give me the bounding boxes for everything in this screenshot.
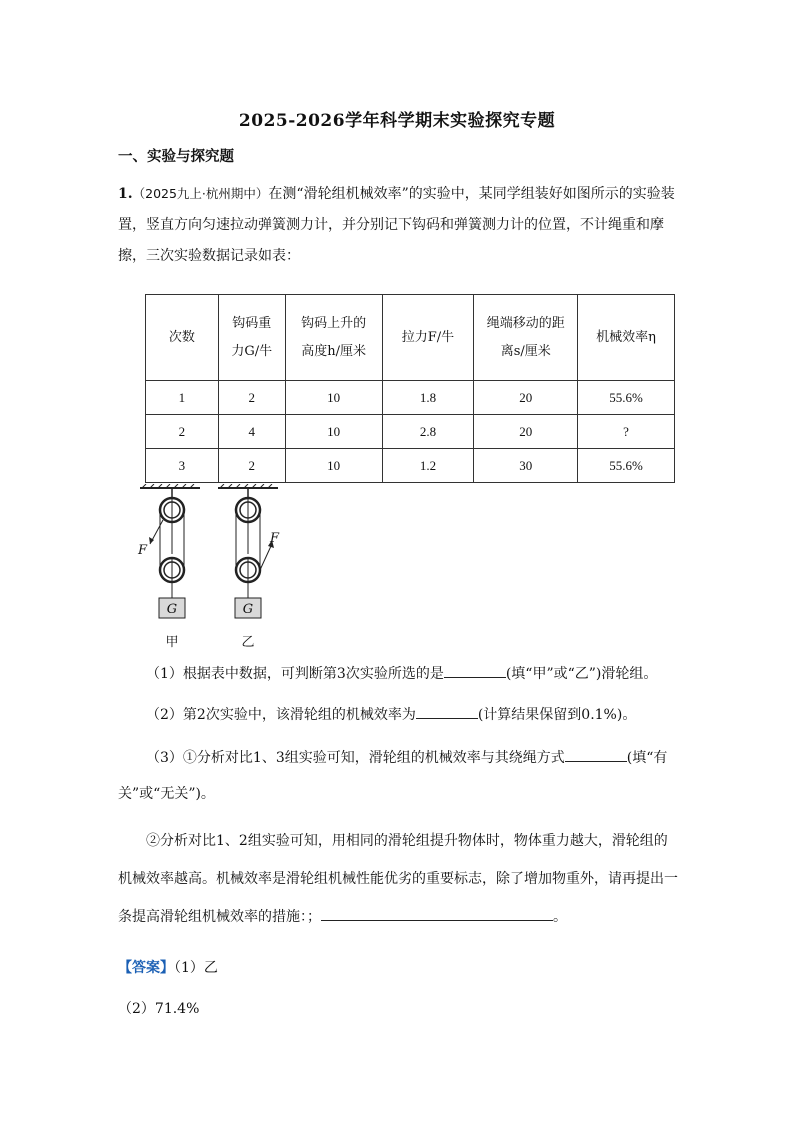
sub-question-2-text: （2）第2次实验中，该滑轮组的机械效率为 — [146, 707, 416, 723]
table-cell: 55.6% — [578, 381, 675, 415]
table-cell: ? — [578, 415, 675, 449]
answer-blank-2[interactable] — [416, 703, 478, 719]
table-cell: 30 — [474, 449, 578, 483]
table-cell: 10 — [285, 449, 382, 483]
table-header-cell: 绳端移动的距 离s/厘米 — [474, 295, 578, 381]
question-1-stem — [118, 178, 678, 272]
sub-question-1-text: （1）根据表中数据，可判断第3次实验所选的是 — [146, 666, 444, 682]
answer-2: （2）71.4% — [118, 1001, 200, 1017]
table-header-row — [146, 295, 675, 381]
weight-label-right: G — [242, 602, 254, 617]
label-yi: 乙 — [241, 635, 255, 650]
answer-blank-1[interactable] — [444, 662, 506, 678]
answer-blank-4[interactable] — [321, 905, 553, 921]
table-row — [146, 449, 675, 483]
table-cell: 1 — [146, 381, 219, 415]
table-header-cell: 次数 — [146, 295, 219, 381]
ceiling-right — [218, 484, 278, 488]
table-cell: 4 — [218, 415, 285, 449]
table-cell: 20 — [474, 381, 578, 415]
sub-question-3b-text: ②分析对比1、2组实验可知，用相同的滑轮组提升物体时，物体重力越大，滑轮组的机械效率越高。机械效率是滑轮组机械性能优劣的重要标志，除了增加物重外，请再提出一条提高滑轮组机械效率的措施：； — [118, 833, 678, 925]
question-number: 1. — [118, 186, 133, 202]
data-table — [145, 294, 675, 483]
question-stem-text: 在测“滑轮组机械效率”的实验中，某同学组装好如图所示的实验装置，竖直方向匀速拉动弹簧测力计，并分别记下钩码和弹簧测力计的位置，不计绳重和摩擦，三次实验数据记录如表： — [118, 186, 675, 264]
pulley-system-yi — [235, 488, 274, 618]
table-cell: 2 — [218, 381, 285, 415]
section-heading: 一、实验与探究题 — [118, 148, 234, 165]
force-label-right: F — [270, 531, 280, 546]
ceiling-left — [140, 484, 200, 488]
table-row — [146, 415, 675, 449]
sub-question-2 — [118, 697, 680, 733]
sub-question-3b — [118, 822, 680, 936]
page-title: 2025-2026学年科学期末实验探究专题 — [238, 111, 556, 131]
table-row — [146, 381, 675, 415]
table-cell: 10 — [285, 415, 382, 449]
answer-line-1 — [118, 957, 218, 977]
sub-question-1 — [118, 656, 680, 692]
answer-blank-3[interactable] — [565, 746, 627, 762]
table-cell: 20 — [474, 415, 578, 449]
label-jia: 甲 — [165, 635, 179, 650]
answer-1: （1）乙 — [174, 960, 218, 976]
table-cell: 2 — [146, 415, 219, 449]
force-label-left: F — [138, 543, 148, 558]
pulley-system-jia — [149, 488, 185, 618]
sub-question-2-suffix: (计算结果保留到0.1%)。 — [477, 707, 637, 723]
answer-line-2 — [118, 998, 199, 1018]
table-header-cell: 机械效率η — [578, 295, 675, 381]
table-cell: 10 — [285, 381, 382, 415]
table-header-cell: 钩码上升的 高度h/厘米 — [285, 295, 382, 381]
question-source: （2025九上·杭州期中） — [132, 186, 269, 201]
sub-question-1-suffix: (填“甲”或“乙”)滑轮组。 — [505, 666, 658, 682]
pulley-diagram — [128, 484, 288, 654]
table-cell: 55.6% — [578, 449, 675, 483]
table-header-cell: 拉力F/牛 — [382, 295, 474, 381]
table-header-cell: 钩码重 力G/牛 — [218, 295, 285, 381]
sub-question-3 — [118, 740, 680, 812]
table-cell: 1.2 — [382, 449, 474, 483]
answer-label: 【答案】 — [118, 960, 174, 976]
table-cell: 1.8 — [382, 381, 474, 415]
table-cell: 3 — [146, 449, 219, 483]
sub-question-3-text: （3）①分析对比1、3组实验可知，滑轮组的机械效率与其绕绳方式 — [146, 750, 565, 766]
weight-label-left: G — [166, 602, 178, 617]
table-cell: 2.8 — [382, 415, 474, 449]
sub-question-3b-suffix: 。 — [553, 909, 567, 925]
table-cell: 2 — [218, 449, 285, 483]
sub-question-3-suffix: (填“有关”或“无关”)。 — [118, 750, 668, 802]
